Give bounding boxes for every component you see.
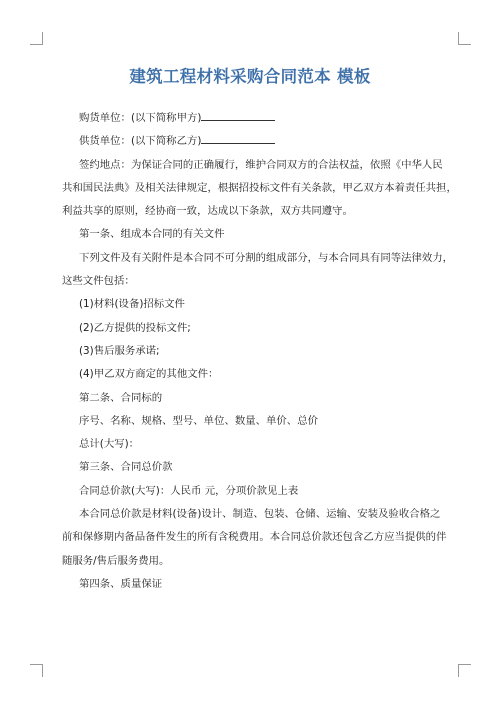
line-text: 签约地点：为保证合同的正确履行，维护合同双方的合法权益，依照《中华人民 xyxy=(79,158,443,171)
line-text: 共和国民法典》及相关法律规定，根据招投标文件有关条款，甲乙双方本着责任共担， xyxy=(62,181,457,194)
paragraph-doc4 xyxy=(62,363,442,386)
paragraph-art3-desc-2 xyxy=(62,526,447,549)
paragraph-total xyxy=(62,433,442,456)
paragraph-art3-desc-1 xyxy=(62,503,442,526)
document-title: 建筑工程材料采购合同范本 模板 xyxy=(129,67,371,86)
line-text: 总计(大写)： xyxy=(79,438,140,451)
line-text: (4)甲乙双方商定的其他文件： xyxy=(79,368,219,381)
paragraph-place-3 xyxy=(62,200,442,223)
line-text: 购货单位：(以下简称甲方) xyxy=(79,112,202,124)
line-text: 利益共享的原则，经协商一致，达成以下条款，双方共同遵守。 xyxy=(62,205,353,218)
document-body xyxy=(62,107,457,596)
line-text: 第四条、质量保证 xyxy=(79,577,163,590)
crop-mark-top-right xyxy=(458,32,471,45)
line-text: 第三条、合同总价款 xyxy=(79,461,173,474)
paragraph-doc1 xyxy=(62,293,442,316)
line-text: 下列文件及有关附件是本合同不可分割的组成部分，与本合同具有同等法律效力， xyxy=(79,251,454,264)
paragraph-art1-desc-1 xyxy=(62,247,454,270)
fill-in-blank xyxy=(201,133,275,144)
paragraph-art3 xyxy=(62,456,442,479)
crop-mark-bottom-left xyxy=(30,664,43,677)
paragraph-place-1 xyxy=(62,154,442,177)
line-text: (3)售后服务承诺; xyxy=(79,344,160,357)
paragraph-place-2 xyxy=(62,177,457,200)
paragraph-art2 xyxy=(62,387,442,410)
paragraph-art2-cols xyxy=(62,410,442,433)
line-text: 前和保修期内备品备件发生的所有含税费用。本合同总价款还包含乙方应当提供的伴 xyxy=(62,531,447,544)
paragraph-art3-amount xyxy=(62,480,442,503)
line-text: 随服务/售后服务费用。 xyxy=(62,554,170,567)
line-text: 序号、名称、规格、型号、单位、数量、单价、总价 xyxy=(79,414,318,427)
crop-mark-bottom-right xyxy=(458,664,471,677)
line-text: 合同总价款(大写)：人民币 元，分项价款见上表 xyxy=(79,484,299,497)
line-text: 本合同总价款是材料(设备)设计、制造、包装、仓储、运输、安装及验收合格之 xyxy=(79,508,441,521)
paragraph-supplier xyxy=(62,130,442,153)
paragraph-buyer xyxy=(62,107,442,130)
fill-in-blank xyxy=(201,110,275,121)
crop-mark-top-left xyxy=(30,32,43,45)
paragraph-art1 xyxy=(62,223,442,246)
line-text: 这些文件包括： xyxy=(62,275,135,288)
line-text: 第二条、合同标的 xyxy=(79,391,163,404)
paragraph-doc2 xyxy=(62,317,442,340)
line-text: (1)材料(设备)招标文件 xyxy=(79,298,185,311)
paragraph-art1-desc-2 xyxy=(62,270,442,293)
line-text: 供货单位：(以下简称乙方) xyxy=(79,135,202,148)
paragraph-art3-desc-3 xyxy=(62,550,442,573)
paragraph-art4 xyxy=(62,573,442,596)
line-text: (2)乙方提供的投标文件; xyxy=(79,321,191,334)
paragraph-doc3 xyxy=(62,340,442,363)
line-text: 第一条、组成本合同的有关文件 xyxy=(79,228,225,241)
